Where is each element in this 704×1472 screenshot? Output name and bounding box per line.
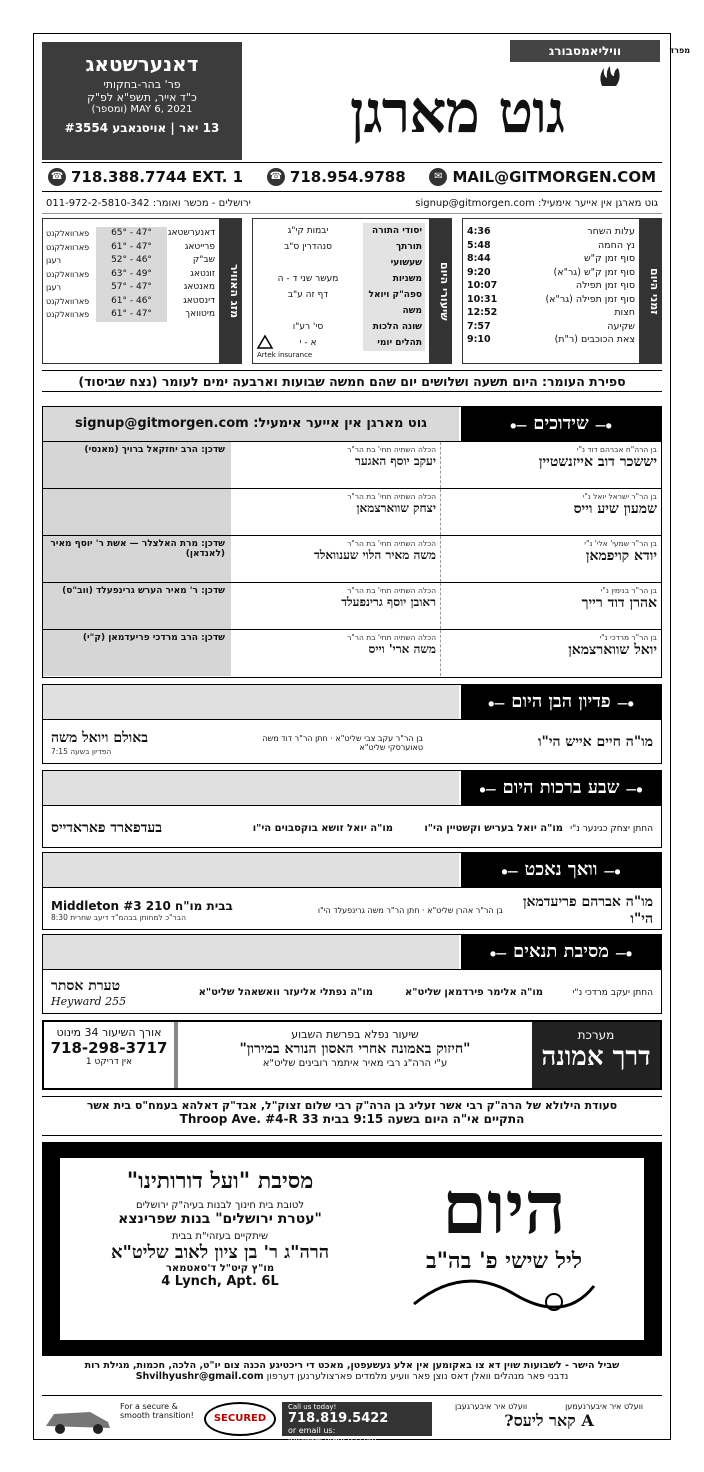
- shidduch-row: בן הר"ר מרדכי נ"י יואל שווארצמאן הכלה השתיה תחי' בת הר"ר משה ארי' וייס שדכן: הרב מרדכי פריעדמאן (ק"י): [43, 629, 661, 676]
- ad-right-block: מסיבת "ועל דורותינו" לטובת בית חינוך לבנות בעיה"ק ירושלים "עטרת ירושלים" בנות שפרינצא שיתקיים בעזהי"ת בבית הרה"ג ר' בן ציון לאוב שליט"א מו"ץ קיט"ל ד'סאטמאר 4 Lynch, Apt. 6L: [110, 1168, 330, 1289]
- car-hebrew: וועלט איר איבערנעמען וועלט איר איבערגעבן A קאר ליעס?: [454, 1402, 644, 1430]
- zmanim-box: [462, 218, 662, 364]
- weather-row: מיטוואך 61° - 47° פארוואלקנט: [43, 308, 241, 322]
- english-date: MAY 6, 2021 (ומספר): [91, 104, 193, 115]
- event-ad: [42, 1142, 662, 1356]
- shidduchim-banner: גוט מארגן אין אייער אימעיל: signup@gitmorgen.com: [43, 407, 461, 441]
- zman-row: חצות 12:52: [467, 307, 635, 318]
- shidduch-row: בן הרה"ח אברהם דוד נ"י יששכר דוב אייזנשטיין הכלה השתיה תחי' בת הר"ר יעקב יוסף האגער שדכן: הרב יחזקאל ברויך (מאנסי): [43, 441, 661, 488]
- mail-icon: ✉: [429, 168, 447, 186]
- date-box: [42, 42, 242, 160]
- shvil-email[interactable]: Shvilhyushr@gmail.com: [135, 1371, 264, 1382]
- zmanim-tab: זמני היום: [639, 219, 661, 363]
- zman-row: נץ החמה 5:48: [467, 239, 635, 251]
- signup-line[interactable]: גוט מארגן אין אייער אימעיל: signup@gitmorgen.com: [415, 198, 658, 209]
- contact-line-2: [42, 194, 662, 214]
- weather-row: פרייטאג 61° - 47° פארוואלקנט: [43, 241, 241, 255]
- mini-label: מפרד: [669, 46, 690, 55]
- shidduchim-section: [42, 406, 662, 678]
- vachnacht-row: מו"ה אברהם פריעדמאן הי"ו בן הר"ר אהרן שליט"א · חתן הר"ר משה גרינפעלד הי"ו בבית מו"ח 210 Middleton #3 הבר"כ למחותן בבהמ"ד דיעב שחרית 8:30: [43, 887, 661, 933]
- secured-badge: SECURED: [204, 1402, 276, 1436]
- zman-row: עלות השחר 4:36: [467, 226, 635, 237]
- phone-icon: ☎: [48, 168, 66, 186]
- shiur-phone[interactable]: אורך השיעור 34 מינוט 718-298-3717 אין דריקט 1: [50, 1026, 168, 1067]
- car-lease-ad: [42, 1402, 662, 1444]
- newsletter-page: [33, 33, 690, 1444]
- vachnacht-title: ⦁— וואך נאכט —⦁: [461, 853, 661, 887]
- zman-row: צאת הכוכבים (ר"ת) 9:10: [467, 334, 635, 345]
- swirl-icon: [404, 1274, 604, 1314]
- zman-row: סוף זמן ק"ש (גר"א) 9:20: [467, 266, 635, 278]
- pidyon-row: מו"ה חיים אייש הי"ו בן הר"ר עקב צבי שליט"א · חתן הר"ר דוד משה טאוערסקי שליט"א באולם ויואל משה הפדיון בשעה 7:15: [43, 719, 661, 765]
- car-slogan: For a secure & smooth transition!: [120, 1402, 194, 1420]
- vachnacht-section: [42, 852, 662, 930]
- city-tab: וויליאמסבורג מפרד: [510, 40, 660, 62]
- sheva-title: ⦁— שבע ברכות היום —⦁: [461, 771, 661, 805]
- learning-box: [252, 218, 452, 364]
- parsha: פר' בהר-בחקותי: [103, 78, 181, 91]
- learning-row: תורתך שעשועי סנהדרין ס"ב: [253, 239, 451, 271]
- ad-left-block: היום ליל שישי פ' בה"ב: [374, 1168, 634, 1318]
- pidyon-title: ⦁— פדיון הבן היום —⦁: [461, 685, 661, 719]
- phone-1[interactable]: ☎ 718.388.7744 EXT. 1: [48, 168, 243, 187]
- car-icon: [42, 1402, 114, 1436]
- tenaim-section: [42, 934, 662, 1014]
- shiur-topic: שיעור נפלא בפרשת השבוע "חיזוק באמונה אחרי האסון הנורא במירון" ע"י הרה"ג רבי מאיר איתמר רובינים שליט"א: [174, 1022, 532, 1088]
- weather-row: דאנערשטאג 65° - 47° פארוואלקנט: [43, 227, 241, 241]
- learning-row: ספה"ק ויואל משה דף זה ע"ב: [253, 287, 451, 319]
- pidyon-section: [42, 684, 662, 764]
- zmanim-list: [463, 219, 661, 347]
- shvil-notice: שביל הישר - לשבועות שוין דא צו באקומען אין אלע געשעפטן, מאכט די ריכטיגע הכנה צום יו"ט, הלכה, חכמות, מגילת רות נדבני פאר מנהלים וואלן דאס נוצן פאר וועיע מלמדים פארצולערנען דערפון Shvilhyushr@gmail.com: [42, 1360, 662, 1396]
- israel-line: ירושלים - מכשר ואומר: 011-972-2-5810-342: [46, 198, 251, 209]
- shiur-org: מערכת דרך אמונה: [532, 1022, 660, 1088]
- phone-icon: ☎: [267, 168, 285, 186]
- car-contact[interactable]: Call us today! 718.819.5422 or email us: info@securedLTO.com: [282, 1402, 432, 1436]
- sponsor-logo: Artek insurance: [257, 335, 312, 359]
- shidduch-row: בן הר"ר ישראל יואל נ"י שמעון שיע וייס הכלה השתיה תחי' בת הר"ר יצחק שווארצמאן: [43, 488, 661, 535]
- shidduchim-rows: [43, 441, 661, 676]
- weather-box: [42, 218, 242, 364]
- contact-bar: [42, 162, 662, 192]
- day-name: דאנערשטאג: [85, 52, 199, 76]
- shidduch-row: בן הר"ר שמעי' אלי' נ"י יודא קויפמאן הכלה השתיה תחי' בת הר"ר משה מאיר הלוי שענוואלד שדכן: מרת האלצלר — אשת ר' יוסף מאיר (לאנדאן): [43, 535, 661, 582]
- shiur-ad: [42, 1020, 662, 1090]
- zman-row: שקיעה 7:57: [467, 320, 635, 332]
- weather-row: זונטאג 63° - 49° פארוואלקנט: [43, 268, 241, 282]
- tenaim-title: ⦁— מסיבת תנאים —⦁: [461, 935, 661, 969]
- learning-tab: שיעורי היום: [429, 219, 451, 363]
- sefira-line: ספירת העומר: היום תשעה ושלושים יום שהם חמשה שבועות וארבעה ימים לעומר (נצח שביסוד): [42, 370, 662, 392]
- shidduchim-title: ⦁— שידוכים —⦁: [461, 407, 661, 441]
- yahrzeit-notice: סעודת הילולא של הרה"ק רבי אשר זעליג בן הרה"ק רבי שלום זצוק"ל, אבד"ק דאלהא בעמח"ס בית אשר התקיים אי"ה היום בשעה 9:15 בבית 33 Throop Ave. #4-R: [42, 1096, 662, 1136]
- learning-row: יסודי התורה יבמות קי"ג: [253, 223, 451, 239]
- issue-number: 13 יאר | אויסגאבע #3554: [64, 121, 220, 135]
- weather-list: [43, 219, 241, 322]
- zman-row: סוף זמן תפילה 10:07: [467, 280, 635, 291]
- hebrew-date: כ"ד אייר, תשפ"א לפ"ק: [87, 91, 197, 104]
- tenaim-row: החתן יעקב מרדכי נ"י מו"ה אלימר פירדמאן שליט"א מו"ה נפתלי אליעזר וואשאהל שליט"א טערת אסתר 255 Heyward: [43, 969, 661, 1015]
- zman-row: סוף זמן ק"ש 8:44: [467, 253, 635, 264]
- weather-tab: מזג האוויר: [219, 219, 241, 363]
- email-link[interactable]: ✉ MAIL@GITMORGEN.COM: [429, 168, 656, 187]
- learning-row: תהלים יומי א - י: [253, 335, 451, 351]
- zman-row: סוף זמן תפילה (גר"א) 10:31: [467, 293, 635, 305]
- weather-row: מאנטאג 57° - 47° רעגן: [43, 281, 241, 295]
- learning-list: [253, 219, 451, 351]
- logo: גוט מארגן: [349, 78, 565, 146]
- weather-row: שב"ק 52° - 46° רעגן: [43, 254, 241, 268]
- weather-row: דינסטאג 61° - 46° פארוואלקנט: [43, 295, 241, 309]
- shidduch-row: בן הר"ר בנימין נ"י אהרן דוד רייך הכלה השתיה תחי' בת הר"ר ראובן יוסף גרינפעלד שדכן: ר' מאיר הערש גרינפעלד (ווב"ס): [43, 582, 661, 629]
- learning-row: משניות מעשר שני ד - ה: [253, 271, 451, 287]
- sheva-row: החתן יצחק כגינער נ"י מו"ה יואל בעריש וקשטיין הי"ו מו"ה יואל זושא בוקסבוים הי"ו בעדפארד פאראדייס: [43, 805, 661, 851]
- phone-2[interactable]: ☎ 718.954.9788: [267, 168, 406, 187]
- sheva-section: [42, 770, 662, 848]
- learning-row: שונה הלכות סי' רע"ו: [253, 319, 451, 335]
